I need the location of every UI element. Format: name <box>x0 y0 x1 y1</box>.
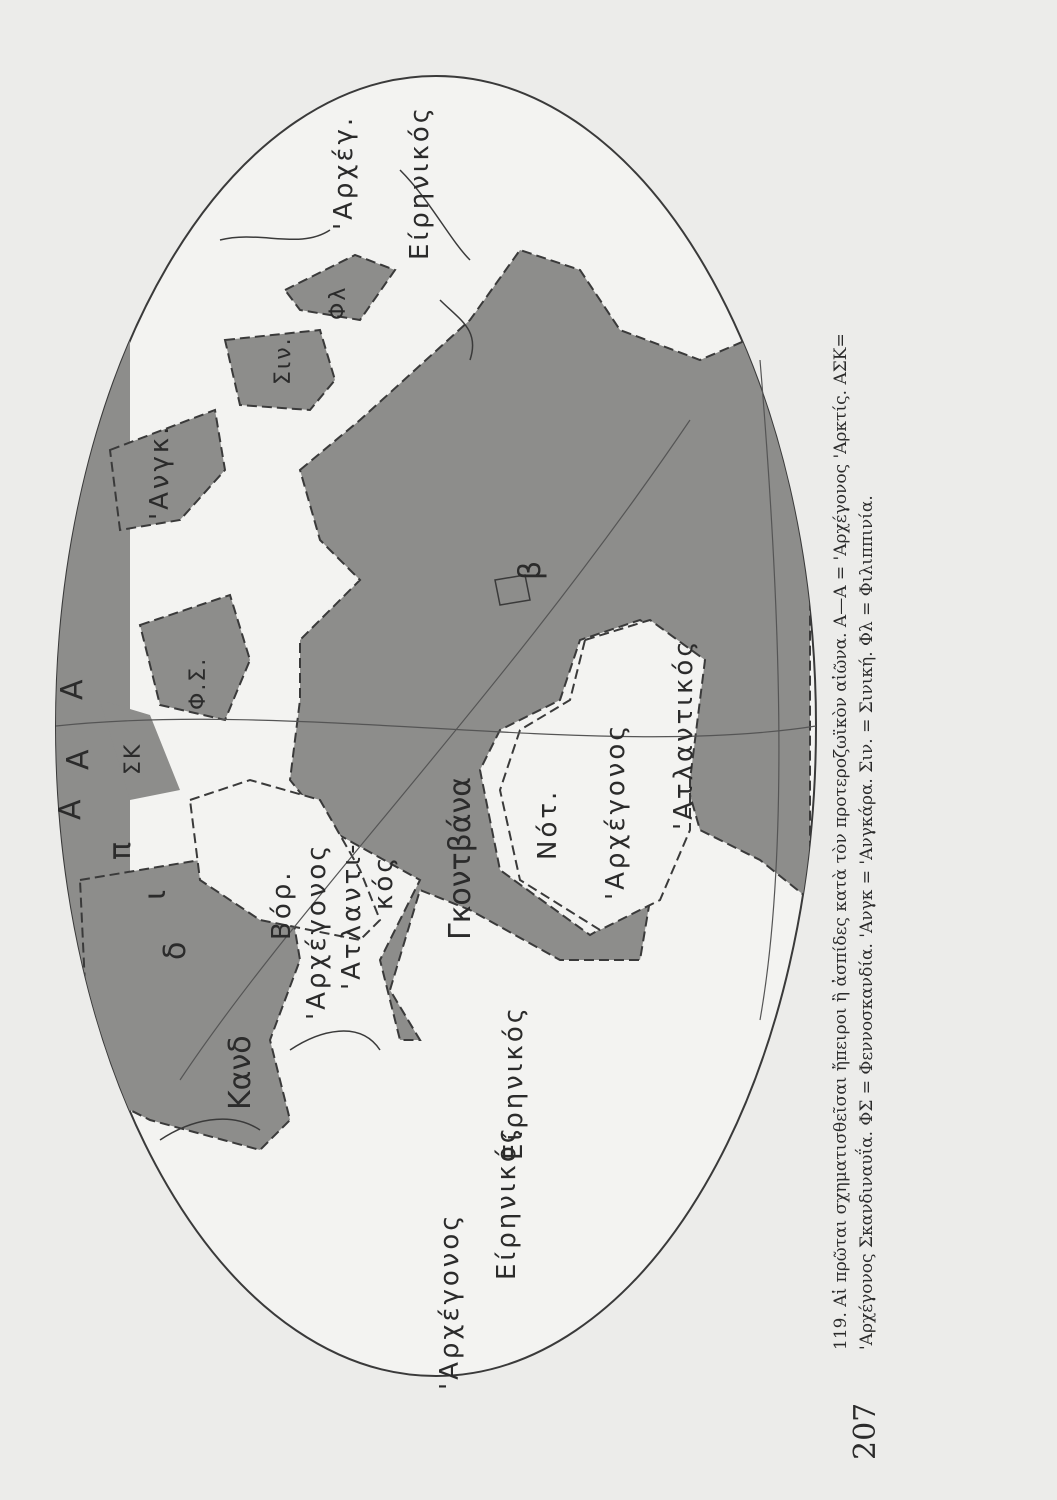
label-arctic-a2: Α <box>61 749 96 770</box>
label-iota: ι <box>138 889 173 900</box>
label-arctic-sk: ΣΚ <box>121 742 146 775</box>
label-pacific-lower: Είρηνικός <box>499 1004 529 1160</box>
label-arch-east-2: Είρηνικός <box>405 104 435 260</box>
label-n-atlantic-4: κός <box>369 854 399 910</box>
label-arctic-a1: Α <box>55 679 90 700</box>
label-kanadia: Κανδ <box>223 1035 258 1110</box>
label-s-atlantic-3: 'Ατλαντικός <box>669 638 699 830</box>
caption-line-2: 'Αρχέγονος Σκανδιναυΐα. ΦΣ = Φεννοσκανδία. 'Ανγκ = 'Ανγκάρα. Σιν. = Σινική. Φλ = Φιλιππινία. <box>857 495 877 1350</box>
label-s-atlantic-1: Νότ. <box>533 788 563 860</box>
label-beta: β <box>513 560 548 580</box>
label-arch-east-1: 'Αρχέγ. <box>329 114 359 230</box>
caption-line-1: 119. Αἱ πρῶται σχηματισθεῖσαι ἤπειροι ἢ ἀσπίδες κατὰ τὸν προτεροζωϊκὸν αἰῶνα. Α—Α = 'Αρχέγονος 'Αρκτίς. ΑΣΚ= <box>831 333 851 1350</box>
label-arctic-a3: Α <box>53 799 88 820</box>
label-arch-pacific-west-2: Είρηνικός <box>492 1124 522 1280</box>
label-n-atlantic-1: Βόρ. <box>267 869 297 940</box>
label-pi: π <box>103 841 138 860</box>
label-fennoscandia: Φ.Σ. <box>186 656 211 710</box>
figure-caption <box>828 80 898 1350</box>
label-arch-pacific-west-1: 'Αρχέγονος <box>435 1212 465 1390</box>
label-angaria: 'Ανγκ. <box>145 423 175 520</box>
label-gondvana: Γκοντβάνα <box>443 776 478 940</box>
label-delta: δ <box>158 941 193 960</box>
page-number: 207 <box>848 1402 883 1460</box>
label-sinia: Σιν. <box>271 336 296 385</box>
label-n-atlantic-2: 'Αρχέγονος <box>302 842 332 1020</box>
label-philippinia: Φλ <box>326 285 351 320</box>
label-s-atlantic-2: 'Αρχέγονος <box>601 722 631 900</box>
label-n-atlantic-3: 'Ατλαντι- <box>337 841 367 990</box>
